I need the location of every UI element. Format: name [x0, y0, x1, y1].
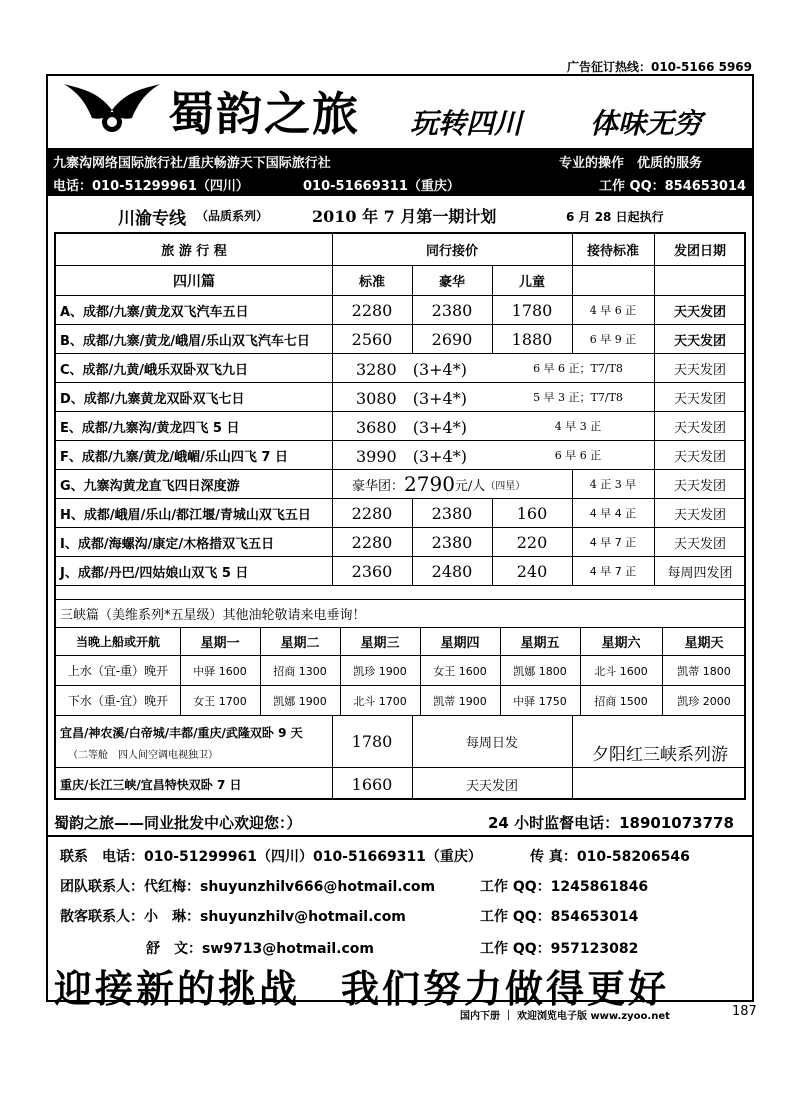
route-price-standard: 2280	[351, 532, 393, 552]
subheader-standard: 标准	[358, 275, 385, 290]
schedule-header-0: 当晚上船或开航	[75, 635, 160, 649]
table-header-row	[56, 234, 744, 266]
agency-phone-2: 010-51669311（重庆）	[303, 179, 460, 194]
table-row	[56, 441, 744, 470]
wings-logo-icon	[62, 80, 162, 140]
route-name: H、成都/峨眉/乐山/都江堰/青城山双飞五日	[60, 507, 311, 523]
agency-phone-1: 电话：010-51299961（四川）	[53, 179, 249, 194]
route-name: D、成都/九寨黄龙双卧双飞七日	[60, 391, 245, 407]
individual-contact: 散客联系人：小 琳：shuyunzhilv@hotmail.com	[60, 909, 406, 925]
contact-phones: 联系 电话：010-51299961（四川）010-51669311（重庆）	[60, 849, 482, 865]
route-price-child: 240	[516, 561, 548, 581]
three-gorges-title-row	[56, 600, 744, 628]
route-name: A、成都/九寨/黄龙双飞汽车五日	[60, 304, 249, 320]
route-price-deluxe: 2380	[431, 300, 473, 320]
route-meal-standard: 5 早 3 正；T7/T8	[533, 391, 623, 404]
route-departure: 天天发团	[673, 304, 726, 320]
route-name: J、成都/丹巴/四姑娘山双飞 5 日	[60, 565, 249, 581]
table-subheader-row	[56, 266, 744, 296]
route-departure: 天天发团	[673, 478, 726, 494]
schedule-cell: 中驿 1750	[513, 694, 567, 708]
table-row	[56, 325, 744, 354]
brand-title: 蜀韵之旅	[168, 87, 360, 141]
schedule-header-row	[56, 628, 744, 656]
schedule-cell: 招商 1300	[273, 664, 327, 678]
route-price-child: 1880	[511, 329, 553, 349]
route-price-child: 160	[516, 503, 548, 523]
page-number: 187	[732, 1004, 757, 1019]
shuwen-contact: 舒 文：sw9713@hotmail.com	[146, 941, 374, 957]
route-price-standard: 2280	[351, 300, 393, 320]
schedule-cell: 北斗 1600	[594, 664, 648, 678]
schedule-header-6: 星期六	[601, 636, 641, 651]
schedule-header-3: 星期三	[360, 636, 400, 651]
closing-slogan: 迎接新的挑战 我们努力做得更好	[54, 967, 670, 1011]
table-row	[56, 499, 744, 528]
header-itinerary: 旅 游 行 程	[161, 244, 227, 259]
route-meal-standard: 6 早 9 正	[589, 333, 637, 346]
divider	[47, 835, 753, 837]
route-meal-standard: 4 早 7 正	[589, 565, 637, 578]
wholesale-welcome: 蜀韵之旅——同业批发中心欢迎您：）	[54, 814, 302, 832]
schedule-row	[56, 686, 744, 716]
route-name: B、成都/九寨/黄龙/峨眉/乐山双飞汽车七日	[60, 333, 310, 349]
schedule-cell: 女王 1700	[193, 694, 247, 708]
brand-slogan-1: 玩转四川	[410, 107, 523, 140]
schedule-cell: 凯娜 1800	[513, 664, 567, 678]
route-departure: 天天发团	[673, 507, 726, 523]
route-price-child: 220	[516, 532, 548, 552]
route-price-child: 1780	[511, 300, 553, 320]
table-row	[56, 557, 744, 586]
route-departure: 天天发团	[673, 333, 726, 349]
route-meal-standard: 4 早 4 正	[589, 507, 637, 520]
route-price-deluxe: 2380	[431, 503, 473, 523]
route-departure: 天天发团	[673, 449, 726, 465]
schedule-cell: 凯珍 1900	[353, 664, 407, 678]
subheader-child: 儿童	[518, 275, 545, 290]
cruise-route-note: （二等舱 四人间空调电视独卫）	[68, 750, 218, 761]
individual-qq: 工作 QQ：854653014	[480, 909, 639, 925]
route-price-standard: 2360	[351, 561, 393, 581]
table-row	[56, 354, 744, 383]
route-deluxe-price-group	[352, 470, 562, 498]
schedule-cell: 凯珍 2000	[677, 694, 731, 708]
schedule-direction: 下水（重-宜）晚开	[67, 694, 169, 708]
ad-hotline: 广告征订热线：010-5166 5969	[566, 60, 752, 74]
supervision-hotline: 24 小时监督电话：18901073778	[488, 814, 734, 832]
table-row	[56, 528, 744, 557]
route-meal-standard: 6 早 6 正；T7/T8	[533, 362, 623, 375]
route-meal-standard: 4 早 6 正	[589, 304, 637, 317]
schedule-row	[56, 656, 744, 686]
route-price: 3080 (3+4*)	[356, 388, 467, 408]
route-departure: 天天发团	[673, 391, 726, 407]
route-name: G、九寨沟黄龙直飞四日深度游	[60, 478, 240, 494]
schedule-cell: 北斗 1700	[353, 694, 407, 708]
route-name: I、成都/海螺沟/康定/木格措双飞五日	[60, 536, 275, 552]
cruise-price: 1780	[351, 732, 393, 751]
agency-names: 九寨沟网络国际旅行社/重庆畅游天下国际旅行社	[53, 156, 331, 171]
footer-text: 国内下册 ｜ 欢迎浏览电子版 www.zyoo.net	[460, 1011, 670, 1022]
route-price: 3280 (3+4*)	[356, 359, 467, 379]
plan-title-c: 2010 年 7 月第一期计划	[312, 207, 497, 226]
route-price-standard: 2560	[351, 329, 393, 349]
route-price-deluxe: 2380	[431, 532, 473, 552]
header-peer-price: 同行接价	[425, 244, 478, 259]
schedule-header-1: 星期一	[200, 636, 240, 651]
table-row	[56, 296, 744, 325]
section-sichuan: 四川篇	[173, 273, 215, 290]
route-departure: 每周四发团	[667, 565, 733, 581]
team-qq: 工作 QQ：1245861846	[480, 879, 649, 895]
brand-slogan-2: 体味无穷	[590, 107, 703, 140]
route-name: E、成都/九寨沟/黄龙四飞 5 日	[60, 420, 240, 436]
route-price-deluxe: 2480	[431, 561, 473, 581]
route-name: C、成都/九黄/峨乐双卧双飞九日	[60, 362, 249, 378]
subheader-deluxe: 豪华	[438, 275, 465, 290]
agency-services: 专业的操作 优质的服务	[559, 156, 703, 171]
cruise-route-name: 重庆/长江三峡/宜昌特快双卧 7 日	[60, 777, 242, 792]
schedule-direction: 上水（宜-重）晚开	[67, 664, 169, 678]
deluxe-unit: 元/人	[454, 478, 486, 494]
route-departure: 天天发团	[673, 536, 726, 552]
route-price: 3990 (3+4*)	[356, 446, 467, 466]
shuwen-qq: 工作 QQ：957123082	[480, 941, 639, 957]
table-row	[56, 412, 744, 441]
plan-title-b: （品质系列）	[196, 209, 269, 223]
cruise-departure: 天天发团	[465, 778, 518, 794]
deluxe-price: 2790	[404, 472, 455, 496]
route-price-deluxe: 2690	[431, 329, 473, 349]
route-price: 3680 (3+4*)	[356, 417, 467, 437]
cruise-route-name: 宜昌/神农溪/白帝城/丰都/重庆/武隆双卧 9 天	[60, 726, 303, 740]
schedule-cell: 凯蒂 1900	[433, 694, 487, 708]
schedule-header-2: 星期二	[280, 636, 320, 651]
route-table	[54, 232, 746, 800]
schedule-cell: 中驿 1600	[193, 664, 247, 678]
table-row	[56, 383, 744, 412]
schedule-cell: 招商 1500	[594, 694, 648, 708]
cruise-row	[56, 768, 744, 800]
cruise-price: 1660	[351, 774, 393, 794]
agency-qq: 工作 QQ：854653014	[599, 179, 747, 194]
route-meal-standard: 4 早 3 正	[554, 420, 602, 433]
schedule-header-4: 星期四	[440, 636, 480, 651]
route-name: F、成都/九寨/黄龙/峨嵋/乐山四飞 7 日	[60, 449, 288, 465]
route-price-standard: 2280	[351, 503, 393, 523]
plan-effective: 6 月 28 日起执行	[566, 210, 664, 224]
schedule-cell: 凯蒂 1800	[677, 664, 731, 678]
deluxe-label: 豪华团：	[352, 478, 405, 494]
schedule-cell: 女王 1600	[433, 664, 487, 678]
plan-title-a: 川渝专线	[118, 209, 186, 229]
schedule-cell: 凯娜 1900	[273, 694, 327, 708]
route-departure: 天天发团	[673, 420, 726, 436]
header-standard: 接待标准	[586, 244, 639, 259]
three-gorges-title: 三峡篇（美维系列*五星级）其他油轮敬请来电垂询！	[60, 608, 366, 623]
deluxe-star: （四星）	[485, 480, 526, 492]
spacer-row	[56, 586, 744, 600]
cruise-departure: 每周日发	[465, 736, 518, 751]
route-departure: 天天发团	[673, 362, 726, 378]
team-contact: 团队联系人：代红梅：shuyunzhilv666@hotmail.com	[60, 879, 436, 895]
route-meal-standard: 4 早 7 正	[589, 536, 637, 549]
contact-fax: 传 真：010-58206546	[530, 849, 690, 865]
route-meal-standard: 4 正 3 早	[589, 478, 637, 491]
sunset-series-title: 夕阳红三峡系列游	[592, 745, 728, 765]
agency-bar	[47, 148, 753, 196]
schedule-header-5: 星期五	[520, 636, 560, 651]
header-departure: 发团日期	[673, 244, 726, 259]
table-row	[56, 470, 744, 499]
route-meal-standard: 6 早 6 正	[554, 449, 602, 462]
schedule-header-7: 星期天	[684, 636, 724, 651]
